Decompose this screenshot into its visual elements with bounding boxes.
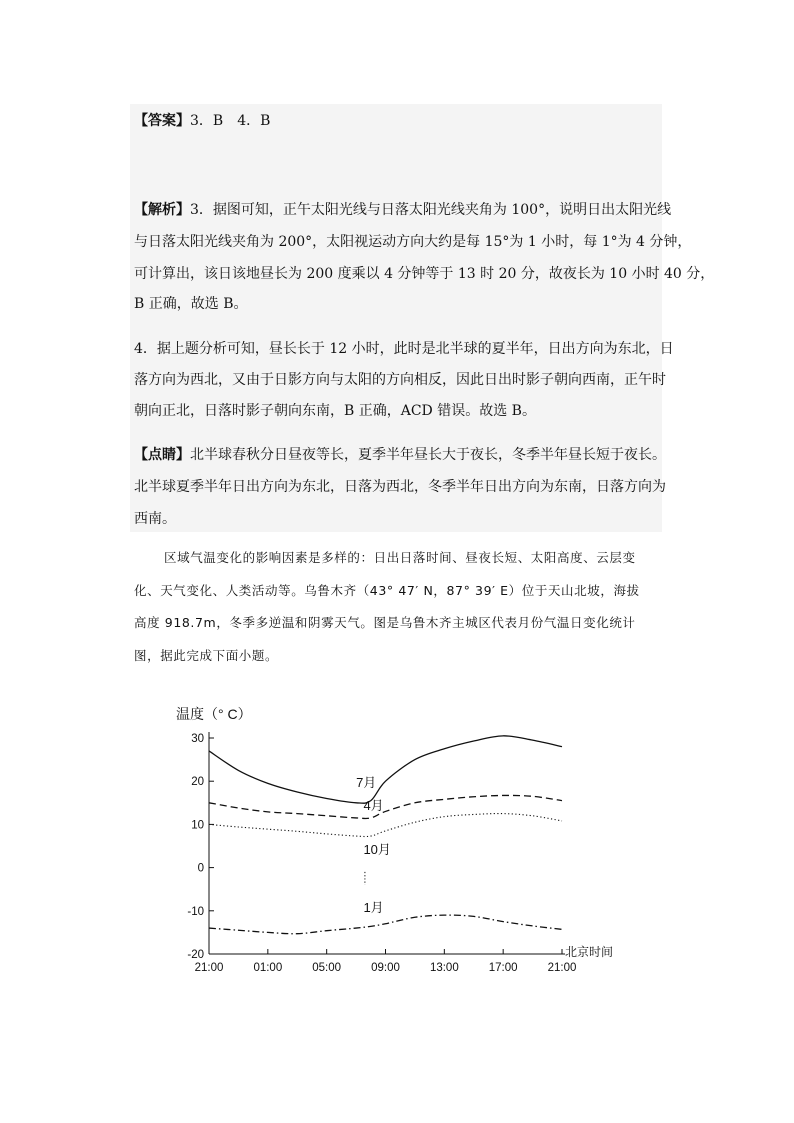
answer-box — [130, 104, 662, 532]
series-line-3 — [209, 814, 562, 837]
x-tick-label-5: 17:00 — [488, 962, 518, 974]
series-line-2 — [209, 795, 562, 818]
q4-line-2: 落方向为西北，又由于日影方向与太阳的方向相反，因此日出时影子朝向西南，正午时 — [134, 372, 666, 388]
x-tick-label-1: 01:00 — [253, 962, 283, 974]
y-tick-label-2: 10 — [191, 819, 204, 832]
analysis-label: 【解析】 — [134, 202, 190, 218]
intro-line-4: 图，据此完成下面小题。 — [134, 648, 279, 663]
series-label-1: 7月 — [356, 774, 377, 790]
x-tick-label-0: 21:00 — [194, 962, 224, 974]
series-line-4 — [209, 915, 562, 934]
tip-text-1: 北半球春秋分日昼夜等长，夏季半年昼长大于夜长，冬季半年昼长短于夜长。 — [190, 447, 666, 463]
x-tick-label-4: 13:00 — [429, 962, 459, 974]
x-axis-label: 北京时间 — [565, 945, 614, 959]
q4-line-1: 4．据上题分析可知，昼长长于 12 小时，此时是北半球的夏半年，日出方向为东北，日 — [134, 341, 674, 357]
series-label-2: 4月 — [363, 797, 384, 813]
answer-line — [134, 111, 270, 131]
tip-line-1 — [134, 445, 666, 465]
x-tick-label-2: 05:00 — [312, 962, 342, 974]
y-tick-label-4: -10 — [187, 905, 204, 918]
intro-line-3: 高度 918.7m，冬季多逆温和阴雾天气。图是乌鲁木齐主城区代表月份气温日变化统计 — [134, 615, 636, 630]
intro-line-1: 区域气温变化的影响因素是多样的：日出日落时间、昼夜长短、太阳高度、云层变 — [164, 550, 636, 565]
series-label-3: 10月 — [363, 842, 391, 858]
analysis-line-4: B 正确，故选 B。 — [134, 296, 248, 312]
tip-line-3: 西南。 — [134, 511, 176, 527]
series-label-4: 1月 — [363, 900, 384, 916]
answer-text: 3．B 4．B — [190, 113, 271, 129]
x-tick-label-3: 09:00 — [371, 962, 400, 974]
y-tick-label-5: -20 — [187, 949, 204, 961]
analysis-line-1 — [134, 200, 671, 220]
tip-label: 【点睛】 — [134, 447, 190, 463]
y-tick-label-3: 0 — [197, 862, 204, 875]
x-tick-label-6: 21:00 — [547, 962, 577, 974]
y-axis-label: 温度（° C） — [176, 706, 252, 722]
temperature-chart — [160, 695, 630, 985]
chart-svg — [160, 695, 630, 985]
y-tick-label-1: 20 — [191, 776, 204, 789]
answer-label: 【答案】 — [134, 113, 190, 129]
tip-line-2: 北半球夏季半年日出方向为东北，日落为西北，冬季半年日出方向为东南，日落方向为 — [134, 479, 666, 495]
y-tick-label-0: 30 — [191, 733, 204, 745]
analysis-line-2: 与日落太阳光线夹角为 200°，太阳视运动方向大约是每 15°为 1 小时，每 1°为 4 分钟， — [134, 234, 692, 250]
analysis-text-1: 3．据图可知，正午太阳光线与日落太阳光线夹角为 100°，说明日出太阳光线 — [190, 202, 672, 218]
intro-line-2: 化、天气变化、人类活动等。乌鲁木齐（43° 47′ N，87° 39′ E）位于天山北坡，海拔 — [134, 583, 640, 598]
analysis-line-3: 可计算出，该日该地昼长为 200 度乘以 4 分钟等于 13 时 20 分，故夜长为 10 小时 40 分， — [134, 266, 715, 282]
q4-line-3: 朝向正北，日落时影子朝向东南，B 正确，ACD 错误。故选 B。 — [134, 403, 536, 419]
series-line-1 — [209, 736, 562, 803]
